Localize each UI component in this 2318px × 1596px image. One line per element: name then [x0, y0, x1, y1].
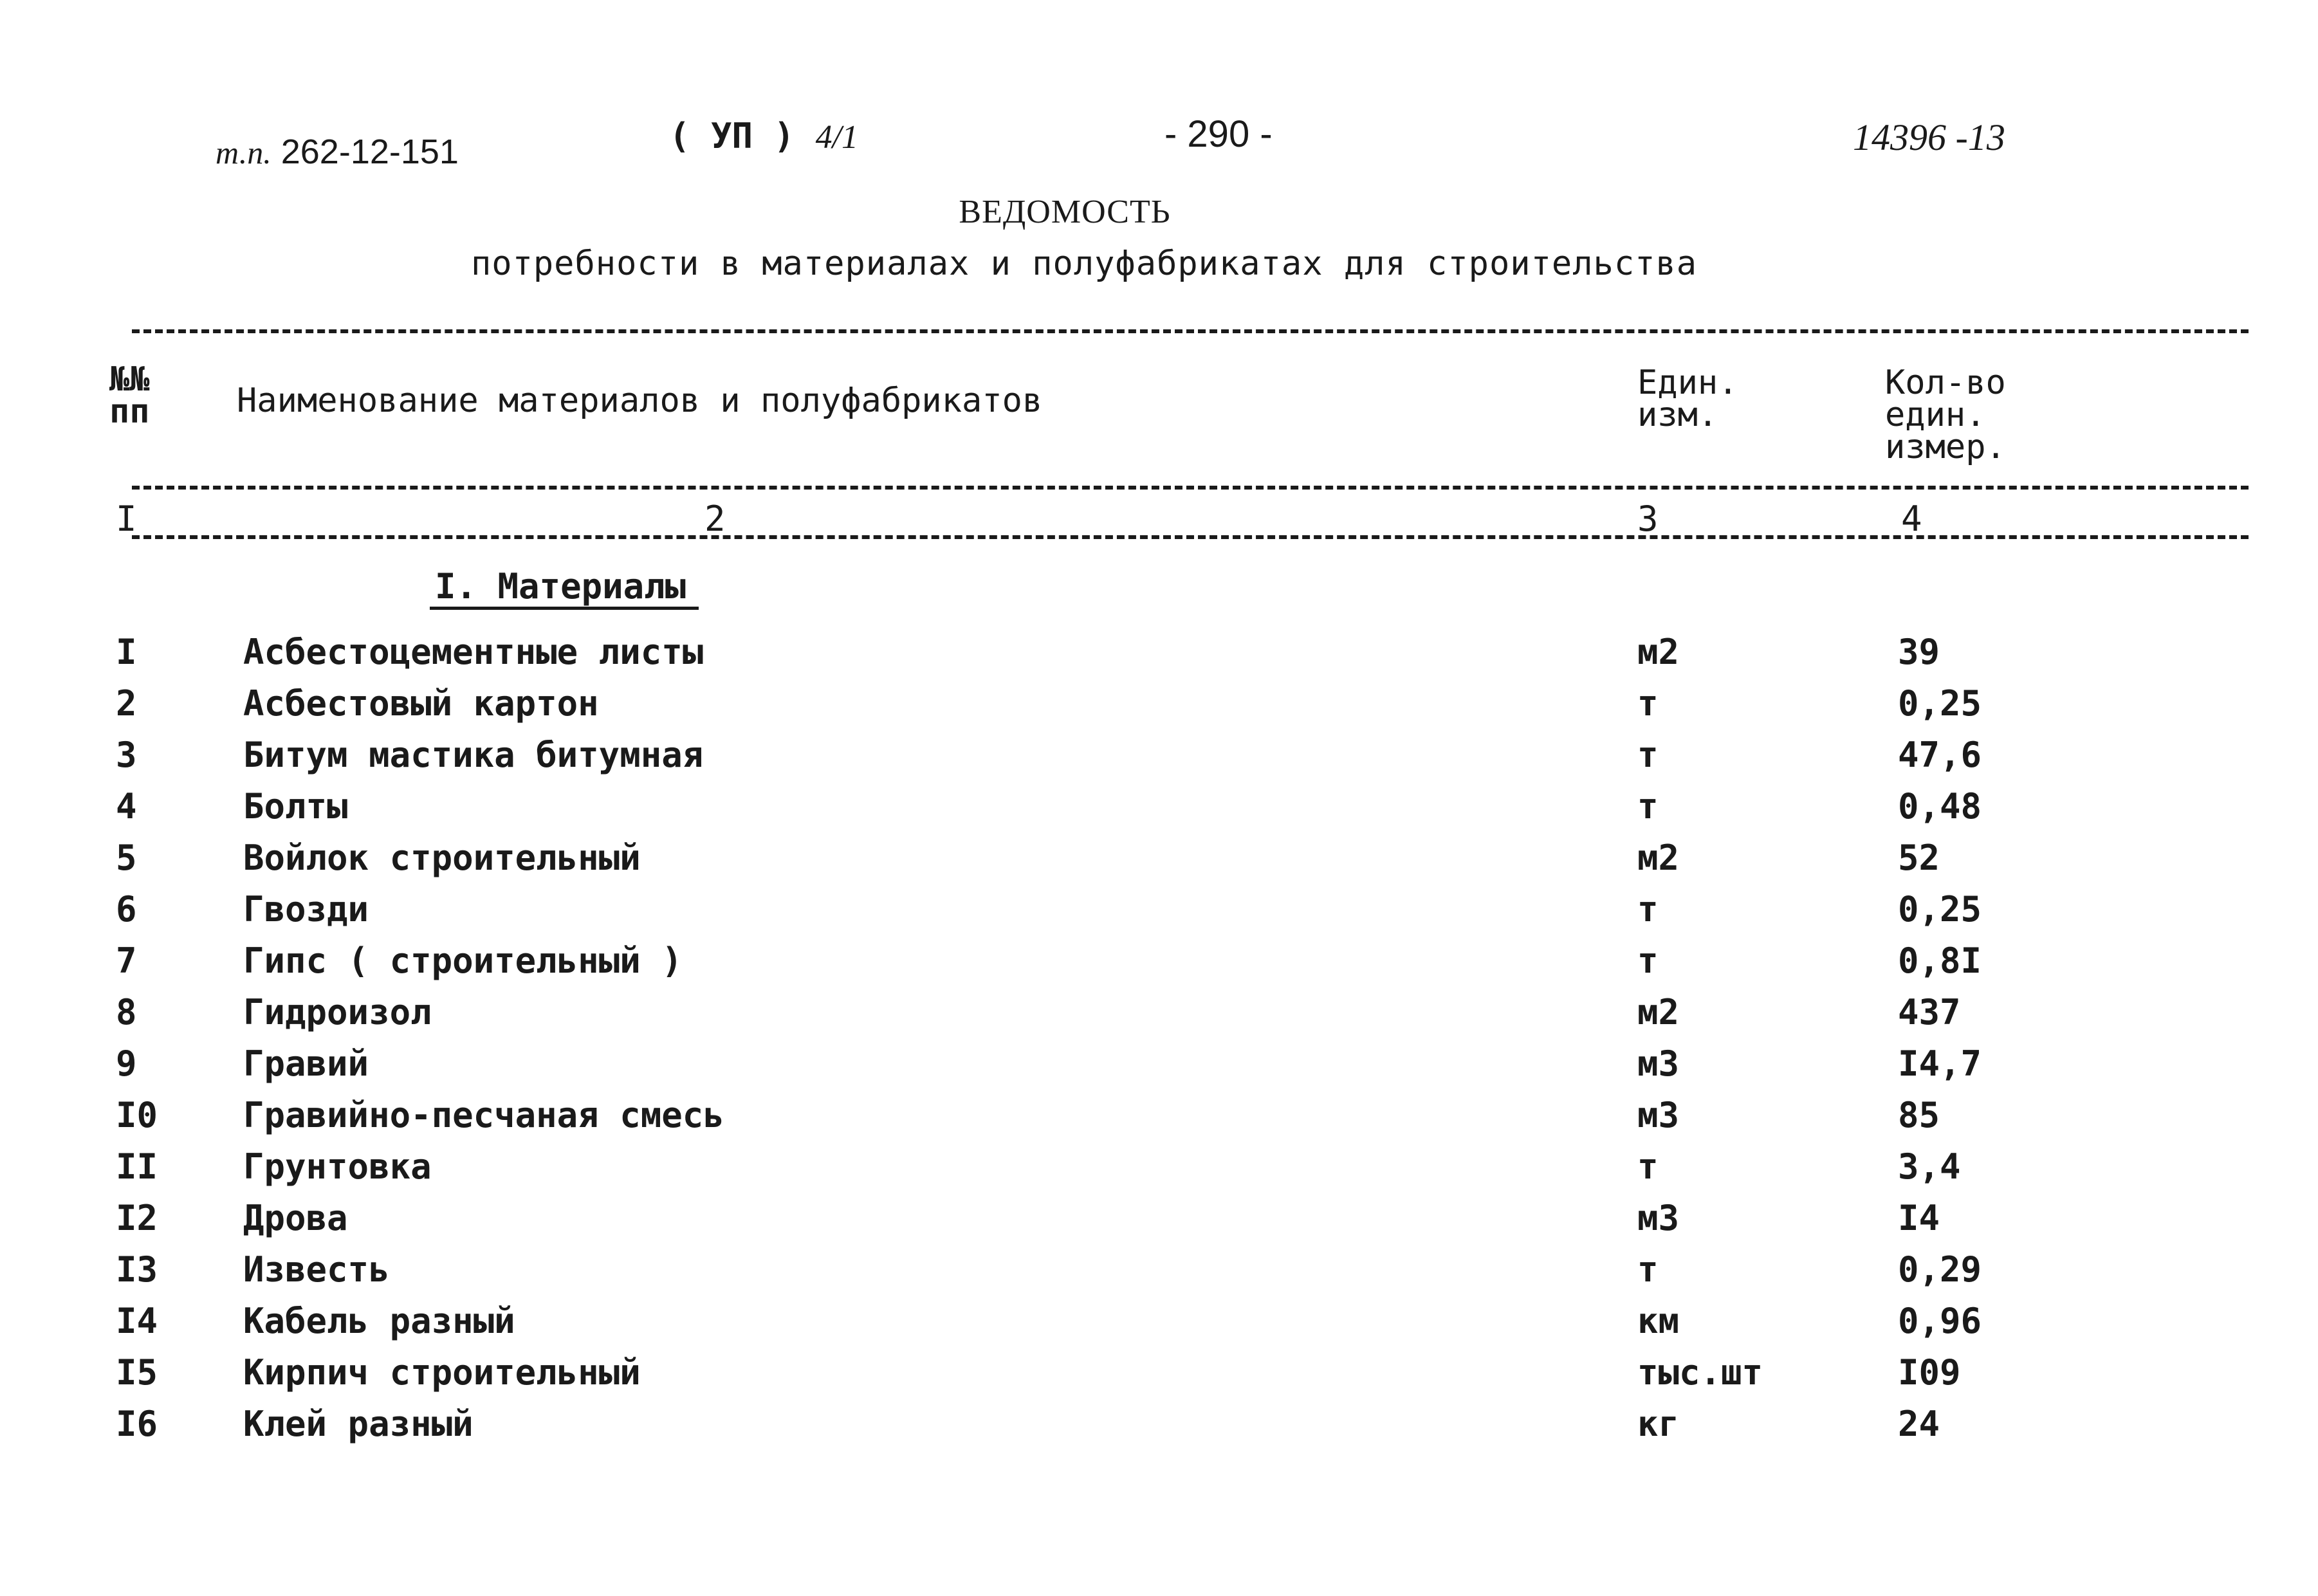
unit: м2: [1637, 632, 1680, 672]
quantity: 0,29: [1898, 1249, 1982, 1290]
section-mark-label: ( УП ): [669, 116, 795, 156]
quantity: 437: [1898, 992, 1961, 1032]
quantity: 0,96: [1898, 1301, 1982, 1341]
archive-number: 14396 -13: [1853, 116, 2005, 158]
material-name: Битум мастика битумная: [243, 735, 704, 775]
table-row: [0, 632, 2318, 683]
column-number-2: 2: [704, 499, 726, 539]
section-mark: [669, 116, 858, 156]
quantity: 52: [1898, 838, 1940, 878]
material-name: Кирпич строительный: [243, 1352, 641, 1393]
quantity: 24: [1898, 1404, 1940, 1444]
quantity: I4,7: [1898, 1043, 1982, 1084]
row-number: I0: [116, 1095, 158, 1135]
column-number-3: 3: [1637, 499, 1659, 539]
section-heading: I. Материалы: [430, 566, 699, 610]
material-name: Клей разный: [243, 1404, 474, 1444]
unit: м2: [1637, 992, 1680, 1032]
row-number: I5: [116, 1352, 158, 1393]
quantity: 0,25: [1898, 889, 1982, 930]
quantity: I09: [1898, 1352, 1961, 1393]
unit: т: [1637, 1146, 1659, 1187]
document-code-prefix: т.п.: [216, 134, 271, 170]
materials-table: [0, 632, 2318, 1455]
table-row: [0, 735, 2318, 786]
table-row: [0, 1301, 2318, 1352]
material-name: Гипс ( строительный ): [243, 940, 683, 981]
row-number: I: [116, 632, 137, 672]
table-row: [0, 1043, 2318, 1095]
row-number: 9: [116, 1043, 137, 1084]
quantity: 39: [1898, 632, 1940, 672]
row-number: II: [116, 1146, 158, 1187]
unit: км: [1637, 1301, 1680, 1341]
table-row: [0, 786, 2318, 838]
material-name: Гвозди: [243, 889, 369, 930]
page-number: - 290 -: [1164, 113, 1273, 155]
column-header-name: Наименование материалов и полуфабрикатов: [237, 381, 1043, 420]
quantity: 0,8I: [1898, 940, 1982, 981]
document-code: [216, 132, 459, 172]
material-name: Асбестовый картон: [243, 683, 599, 724]
column-header-quantity: Кол-во един. измер.: [1885, 363, 2006, 466]
table-row: [0, 1146, 2318, 1198]
quantity: 3,4: [1898, 1146, 1961, 1187]
column-header-number: №№ пп: [109, 360, 150, 431]
unit: т: [1637, 735, 1659, 775]
row-number: I3: [116, 1249, 158, 1290]
row-number: 3: [116, 735, 137, 775]
section-mark-handwritten: 4/1: [815, 119, 859, 156]
document-title: ВЕДОМОСТЬ: [959, 194, 1171, 230]
unit: т: [1637, 683, 1659, 724]
row-number: I6: [116, 1404, 158, 1444]
unit: м2: [1637, 838, 1680, 878]
unit: м3: [1637, 1043, 1680, 1084]
material-name: Известь: [243, 1249, 390, 1290]
table-row: [0, 683, 2318, 735]
quantity: I4: [1898, 1198, 1940, 1238]
table-row: [0, 889, 2318, 940]
row-number: I2: [116, 1198, 158, 1238]
table-row: [0, 838, 2318, 889]
material-name: Гравий: [243, 1043, 369, 1084]
table-row: [0, 940, 2318, 992]
unit: м3: [1637, 1198, 1680, 1238]
column-number-4: 4: [1901, 499, 1922, 539]
row-number: I4: [116, 1301, 158, 1341]
unit: т: [1637, 889, 1659, 930]
material-name: Грунтовка: [243, 1146, 432, 1187]
material-name: Болты: [243, 786, 348, 827]
table-row: [0, 992, 2318, 1043]
column-numbers-rule: [132, 535, 2249, 539]
row-number: 5: [116, 838, 137, 878]
row-number: 8: [116, 992, 137, 1032]
document-subtitle: потребности в материалах и полуфабрикатах для строительства: [470, 244, 1698, 283]
material-name: Асбестоцементные листы: [243, 632, 704, 672]
material-name: Дрова: [243, 1198, 348, 1238]
quantity: 47,6: [1898, 735, 1982, 775]
material-name: Гидроизол: [243, 992, 432, 1032]
material-name: Кабель разный: [243, 1301, 515, 1341]
material-name: Войлок строительный: [243, 838, 641, 878]
document-code-number: 262-12-151: [281, 133, 459, 171]
row-number: 7: [116, 940, 137, 981]
unit: т: [1637, 1249, 1659, 1290]
quantity: 0,25: [1898, 683, 1982, 724]
table-row: [0, 1352, 2318, 1404]
header-bottom-rule: [132, 486, 2249, 490]
table-row: [0, 1249, 2318, 1301]
row-number: 6: [116, 889, 137, 930]
material-name: Гравийно-песчаная смесь: [243, 1095, 724, 1135]
quantity: 85: [1898, 1095, 1940, 1135]
unit: тыс.шт: [1637, 1352, 1763, 1393]
table-row: [0, 1095, 2318, 1146]
table-top-rule: [132, 329, 2249, 333]
column-header-unit: Един. изм.: [1637, 363, 1738, 434]
unit: кг: [1637, 1404, 1680, 1444]
unit: т: [1637, 786, 1659, 827]
column-number-1: I: [116, 499, 137, 539]
quantity: 0,48: [1898, 786, 1982, 827]
unit: т: [1637, 940, 1659, 981]
row-number: 2: [116, 683, 137, 724]
table-row: [0, 1198, 2318, 1249]
unit: м3: [1637, 1095, 1680, 1135]
table-row: [0, 1404, 2318, 1455]
row-number: 4: [116, 786, 137, 827]
